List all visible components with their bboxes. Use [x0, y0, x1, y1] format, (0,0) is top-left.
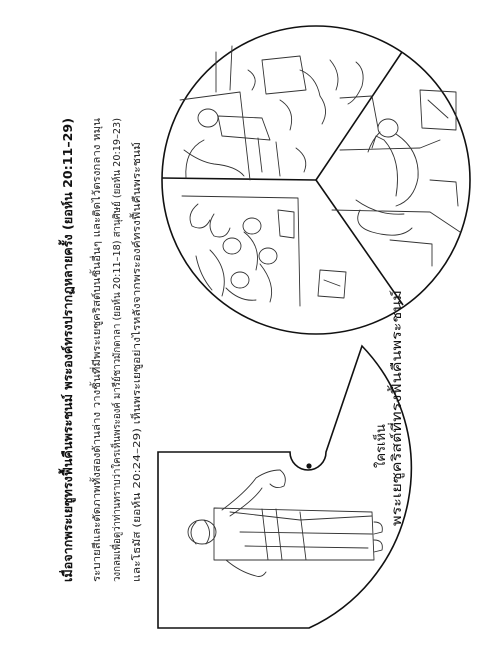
- pivot-dot: [306, 463, 311, 468]
- caption-who-saw: ใครเห็น: [374, 424, 389, 468]
- jesus-figure: [188, 470, 382, 577]
- caption-resurrected-jesus: พระเยซูคริสต์ที่ทรงฟื้นคืนพระชนม์: [390, 335, 405, 526]
- instruction-line-3: และโธมัส (ยอห์น 20:24–29) เห็นพระเยซูอย่างไรหลังจากพระองค์ทรงฟื้นคืนพระชนม์: [132, 215, 143, 582]
- scene-thomas: [332, 90, 460, 266]
- scene-wheel: [162, 26, 470, 334]
- instruction-line-1: ระบายสีและตัดภาพทั้งสองด้านล่าง วางชิ้นที่มีพระเยซูคริสต์บนชิ้นอื่นๆ และติดไว้ตรงกลาง หมุน: [92, 177, 103, 582]
- scene-mary-magdalene: [180, 46, 378, 180]
- page-title: เมื่อจากพระเยซูทรงฟื้นคืนพระชนม์ พระองค์ทรงปรากฏหลายครั้ง (ยอห์น 20:11–29): [60, 122, 75, 582]
- header-text: [58, 102, 143, 582]
- instruction-line-2: วงกลมเพื่อดูว่าท่านทราบว่าใครเห็นพระองค์ มารีย์ชาวมักดาลา (ยอห์น 20:11–18) สานุศิษย์ (ยอห์น 20:19–23): [112, 102, 123, 582]
- jesus-cutout-piece: [158, 290, 411, 628]
